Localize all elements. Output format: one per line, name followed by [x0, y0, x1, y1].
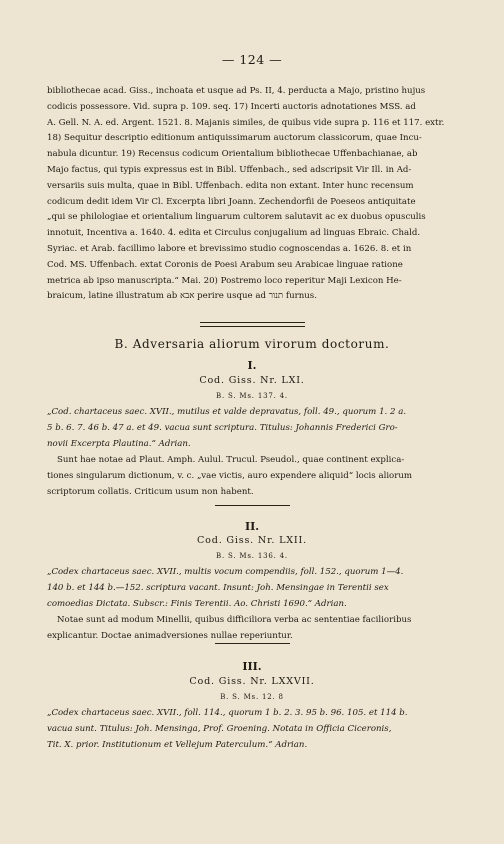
text-line: 140 b. et 144 b.—152. scriptura vacant. Insunt: Joh. Mensingae in Terentii sex: [47, 582, 389, 593]
text-line: codicis possessore. Vid. supra p. 109. seq. 17) Incerti auctoris adnotationes MSS. ad: [47, 101, 416, 112]
text-line: „Codex chartaceus saec. XVII., multis vocum compendiis, foll. 152., quorum 1—4.: [47, 567, 404, 577]
text-line: versariis suis multa, quae in Bibl. Uffenbach. edita non extant. Inter hunc recensum: [47, 180, 414, 191]
shelfmark: B. S. Ms. 137. 4.: [216, 392, 288, 400]
codex-note: [47, 453, 459, 500]
text-line: 5 b. 6. 7. 46 b. 47 a. et 49. vacua sunt scriptura. Titulus: Johannis Frederici Gro-: [47, 422, 398, 433]
text-line: scriptorum collatis. Criticum usum non habent.: [47, 486, 254, 497]
entry-numeral: II.: [244, 520, 260, 533]
text-line: comoedias Dictata. Subscr.: Finis Terentii. Ao. Christi 1690.“ Adrian.: [47, 598, 347, 609]
codex-heading: Cod. Giss. Nr. LXII.: [197, 535, 307, 546]
text-line: 18) Sequitur descriptio editionum antiquissimarum auctorum classicorum, quae Incu-: [47, 133, 422, 144]
text-line: Tit. X. prior. Institutionum et Vellejum Paterculum.“ Adrian.: [47, 739, 308, 750]
continuation-paragraph: [47, 84, 459, 305]
text-line: Cod. MS. Uffenbach. extat Coronis de Poesi Arabum seu Arabicae linguae ratione: [47, 259, 403, 270]
text-line: „Codex chartaceus saec. XVII., foll. 114., quorum 1 b. 2. 3. 95 b. 96. 105. et 114 b.: [47, 708, 408, 718]
text-line: nabula dicuntur. 19) Recensus codicum Orientalium bibliothecae Uffenbachianae, ab: [47, 149, 418, 160]
running-head-page-number: — 124 —: [221, 52, 283, 67]
codex-description: [47, 706, 459, 753]
text-line: braicum, latine illustratum ab אבא perire usque ad תנור furnus.: [47, 291, 317, 302]
text-line: bibliothecae acad. Giss., inchoata et usque ad Ps. II, 4. perducta a Majo, pristino hujus: [47, 86, 426, 96]
entry-divider: [215, 505, 290, 506]
text-line: Sunt hae notae ad Plaut. Amph. Aulul. Trucul. Pseudol., quae continent explica-: [57, 455, 405, 465]
codex-heading: Cod. Giss. Nr. LXI.: [199, 375, 305, 386]
text-line: codicum dedit idem Vir Cl. Excerpta libri Joann. Zechendorfii de Poeseos antiquitate: [47, 196, 416, 207]
codex-description: [47, 405, 459, 452]
text-line: novii Excerpta Plautina.“ Adrian.: [47, 438, 191, 449]
codex-note: [47, 613, 459, 645]
section-divider: [200, 322, 305, 327]
entry-divider: [215, 643, 290, 644]
text-line: Syriac. et Arab. facillimo labore et brevissimo studio cognoscendas a. 1626. 8. et in: [47, 243, 412, 254]
text-line: „Cod. chartaceus saec. XVII., mutilus et valde depravatus, foll. 49., quorum 1. 2 a.: [47, 407, 407, 417]
text-line: innotuit, Incentiva a. 1640. 4. edita et Circulus conjugalium ad linguas Ebraic. Chald.: [47, 228, 421, 239]
section-heading: B. Adversaria aliorum virorum doctorum.: [114, 337, 390, 351]
text-line: tiones singularum dictionum, v. c. „vae victis, auro expendere aliquid“ locis aliorum: [47, 470, 413, 481]
shelfmark: B. S. Ms. 136. 4.: [216, 552, 288, 560]
text-line: explicantur. Doctae animadversiones nullae reperiuntur.: [47, 630, 293, 641]
shelfmark: B. S. Ms. 12. 8: [220, 693, 284, 701]
text-line: metrica ab ipso manuscripta.“ Mai. 20) Postremo loco reperitur Maji Lexicon He-: [47, 275, 402, 286]
codex-description: [47, 565, 459, 612]
text-line: A. Gell. N. A. ed. Argent. 1521. 8. Majanis similes, de quibus vide supra p. 116 et 117. extr.: [47, 117, 445, 128]
text-line: Notae sunt ad modum Minellii, quibus difficiliora verba ac sententiae facilioribus: [57, 615, 412, 625]
codex-heading: Cod. Giss. Nr. LXXVII.: [189, 676, 315, 687]
entry-numeral: III.: [242, 660, 262, 673]
entry-numeral: I.: [247, 359, 257, 372]
text-line: „qui se philologiae et orientalium linguarum cultorem salutavit ac ex duobus opusculis: [47, 212, 426, 223]
text-line: Majo factus, qui typis expressus est in Bibl. Uffenbach., sed adscripsit Vir Ill. in Ad-: [47, 164, 412, 175]
text-line: vacua sunt. Titulus: Joh. Mensinga, Prof. Groening. Notata in Officia Ciceronis,: [47, 723, 392, 734]
